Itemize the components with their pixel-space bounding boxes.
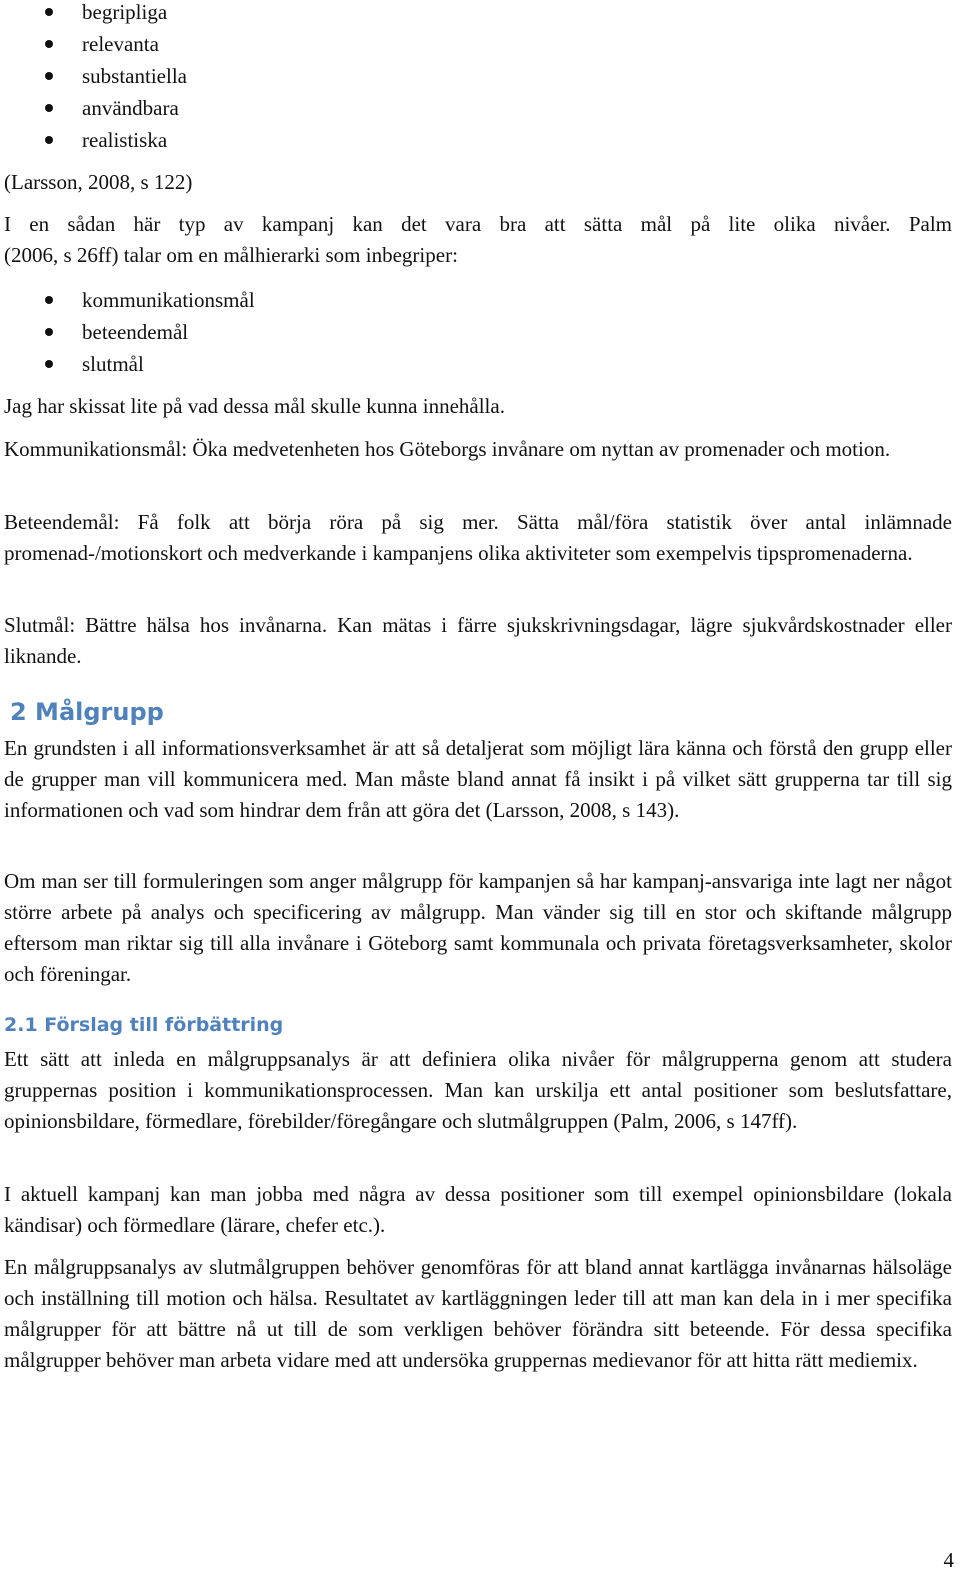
citation: (Larsson, 2008, s 122) [4,170,193,194]
goal-hierarchy-list [4,284,952,380]
list-item: slutmål [4,348,952,380]
paragraph: Beteendemål: Få folk att börja röra på sig mer. Sätta mål/föra statistik över antal inlämnade promenad-/motionskort och medverkande i kampanjens olika aktiviteter som exempelvis tipspromenaderna. [4,510,952,565]
subsection-heading: 2.1 Förslag till förbättring [4,1014,284,1036]
paragraph: Slutmål: Bättre hälsa hos invånarna. Kan mätas i färre sjukskrivningsdagar, lägre sjukvårdskostnader eller liknande. [4,613,952,668]
section-heading: 2 Målgrupp [10,698,164,726]
bullet-icon [45,328,53,336]
list-item: relevanta [4,28,952,60]
list-item: kommunikationsmål [4,284,952,316]
paragraph: En grundsten i all informationsverksamhet är att så detaljerat som möjligt lära känna och förstå den grupp eller de grupper man vill kommunicera med. Man måste bland annat få insikt i på vilket sätt grupperna tar till sig informationen och vad som hindrar dem från att göra det (Larsson, 2008, s 143). [4,736,952,822]
bullet-icon [45,360,53,368]
list-item: användbara [4,92,952,124]
criteria-list [4,0,952,156]
bullet-icon [45,104,53,112]
paragraph: I aktuell kampanj kan man jobba med några av dessa positioner som till exempel opinionsbildare (lokala kändisar) och förmedlare (lärare, chefer etc.). [4,1182,952,1237]
list-item: beteendemål [4,316,952,348]
list-item: substantiella [4,60,952,92]
paragraph-line: (2006, s 26ff) talar om en målhierarki som inbegriper: [4,243,458,267]
list-item: begripliga [4,0,952,28]
paragraph-line: I en sådan här typ av kampanj kan det vara bra att sätta mål på lite olika nivåer. Palm [4,212,952,236]
paragraph: Jag har skissat lite på vad dessa mål skulle kunna innehålla. [4,394,505,418]
bullet-icon [45,8,53,16]
bullet-icon [45,72,53,80]
bullet-icon [45,296,53,304]
paragraph: Kommunikationsmål: Öka medvetenheten hos Göteborgs invånare om nyttan av promenader och motion. [4,437,891,461]
paragraph: Ett sätt att inleda en målgruppsanalys är att definiera olika nivåer för målgrupperna genom att studera gruppernas position i kommunikationsprocessen. Man kan urskilja ett antal positioner som beslutsfattare, opinionsbildare, förmedlare, förebilder/föregångare och slutmålgruppen (Palm, 2006, s 147ff). [4,1047,952,1133]
paragraph: Om man ser till formuleringen som anger målgrupp för kampanjen så har kampanj-ansvariga inte lagt ner något större arbete på analys och specificering av målgrupp. Man vänder sig till en stor och skiftande målgrupp eftersom man riktar sig till alla invånare i Göteborg samt kommunala och privata företagsverksamheter, skolor och föreningar. [4,869,952,986]
bullet-icon [45,136,53,144]
page-number: 4 [943,1548,954,1572]
bullet-icon [45,40,53,48]
list-item: realistiska [4,124,952,156]
paragraph: En målgruppsanalys av slutmålgruppen behöver genomföras för att bland annat kartlägga invånarnas hälsoläge och inställning till motion och hälsa. Resultatet av kartläggningen leder till att man kan dela in i mer specifika målgrupper för att bättre nå ut till de som verkligen behöver förändra sitt beteende. För dessa specifika målgrupper behöver man arbeta vidare med att undersöka gruppernas medievanor för att hitta rätt mediemix. [4,1255,952,1372]
